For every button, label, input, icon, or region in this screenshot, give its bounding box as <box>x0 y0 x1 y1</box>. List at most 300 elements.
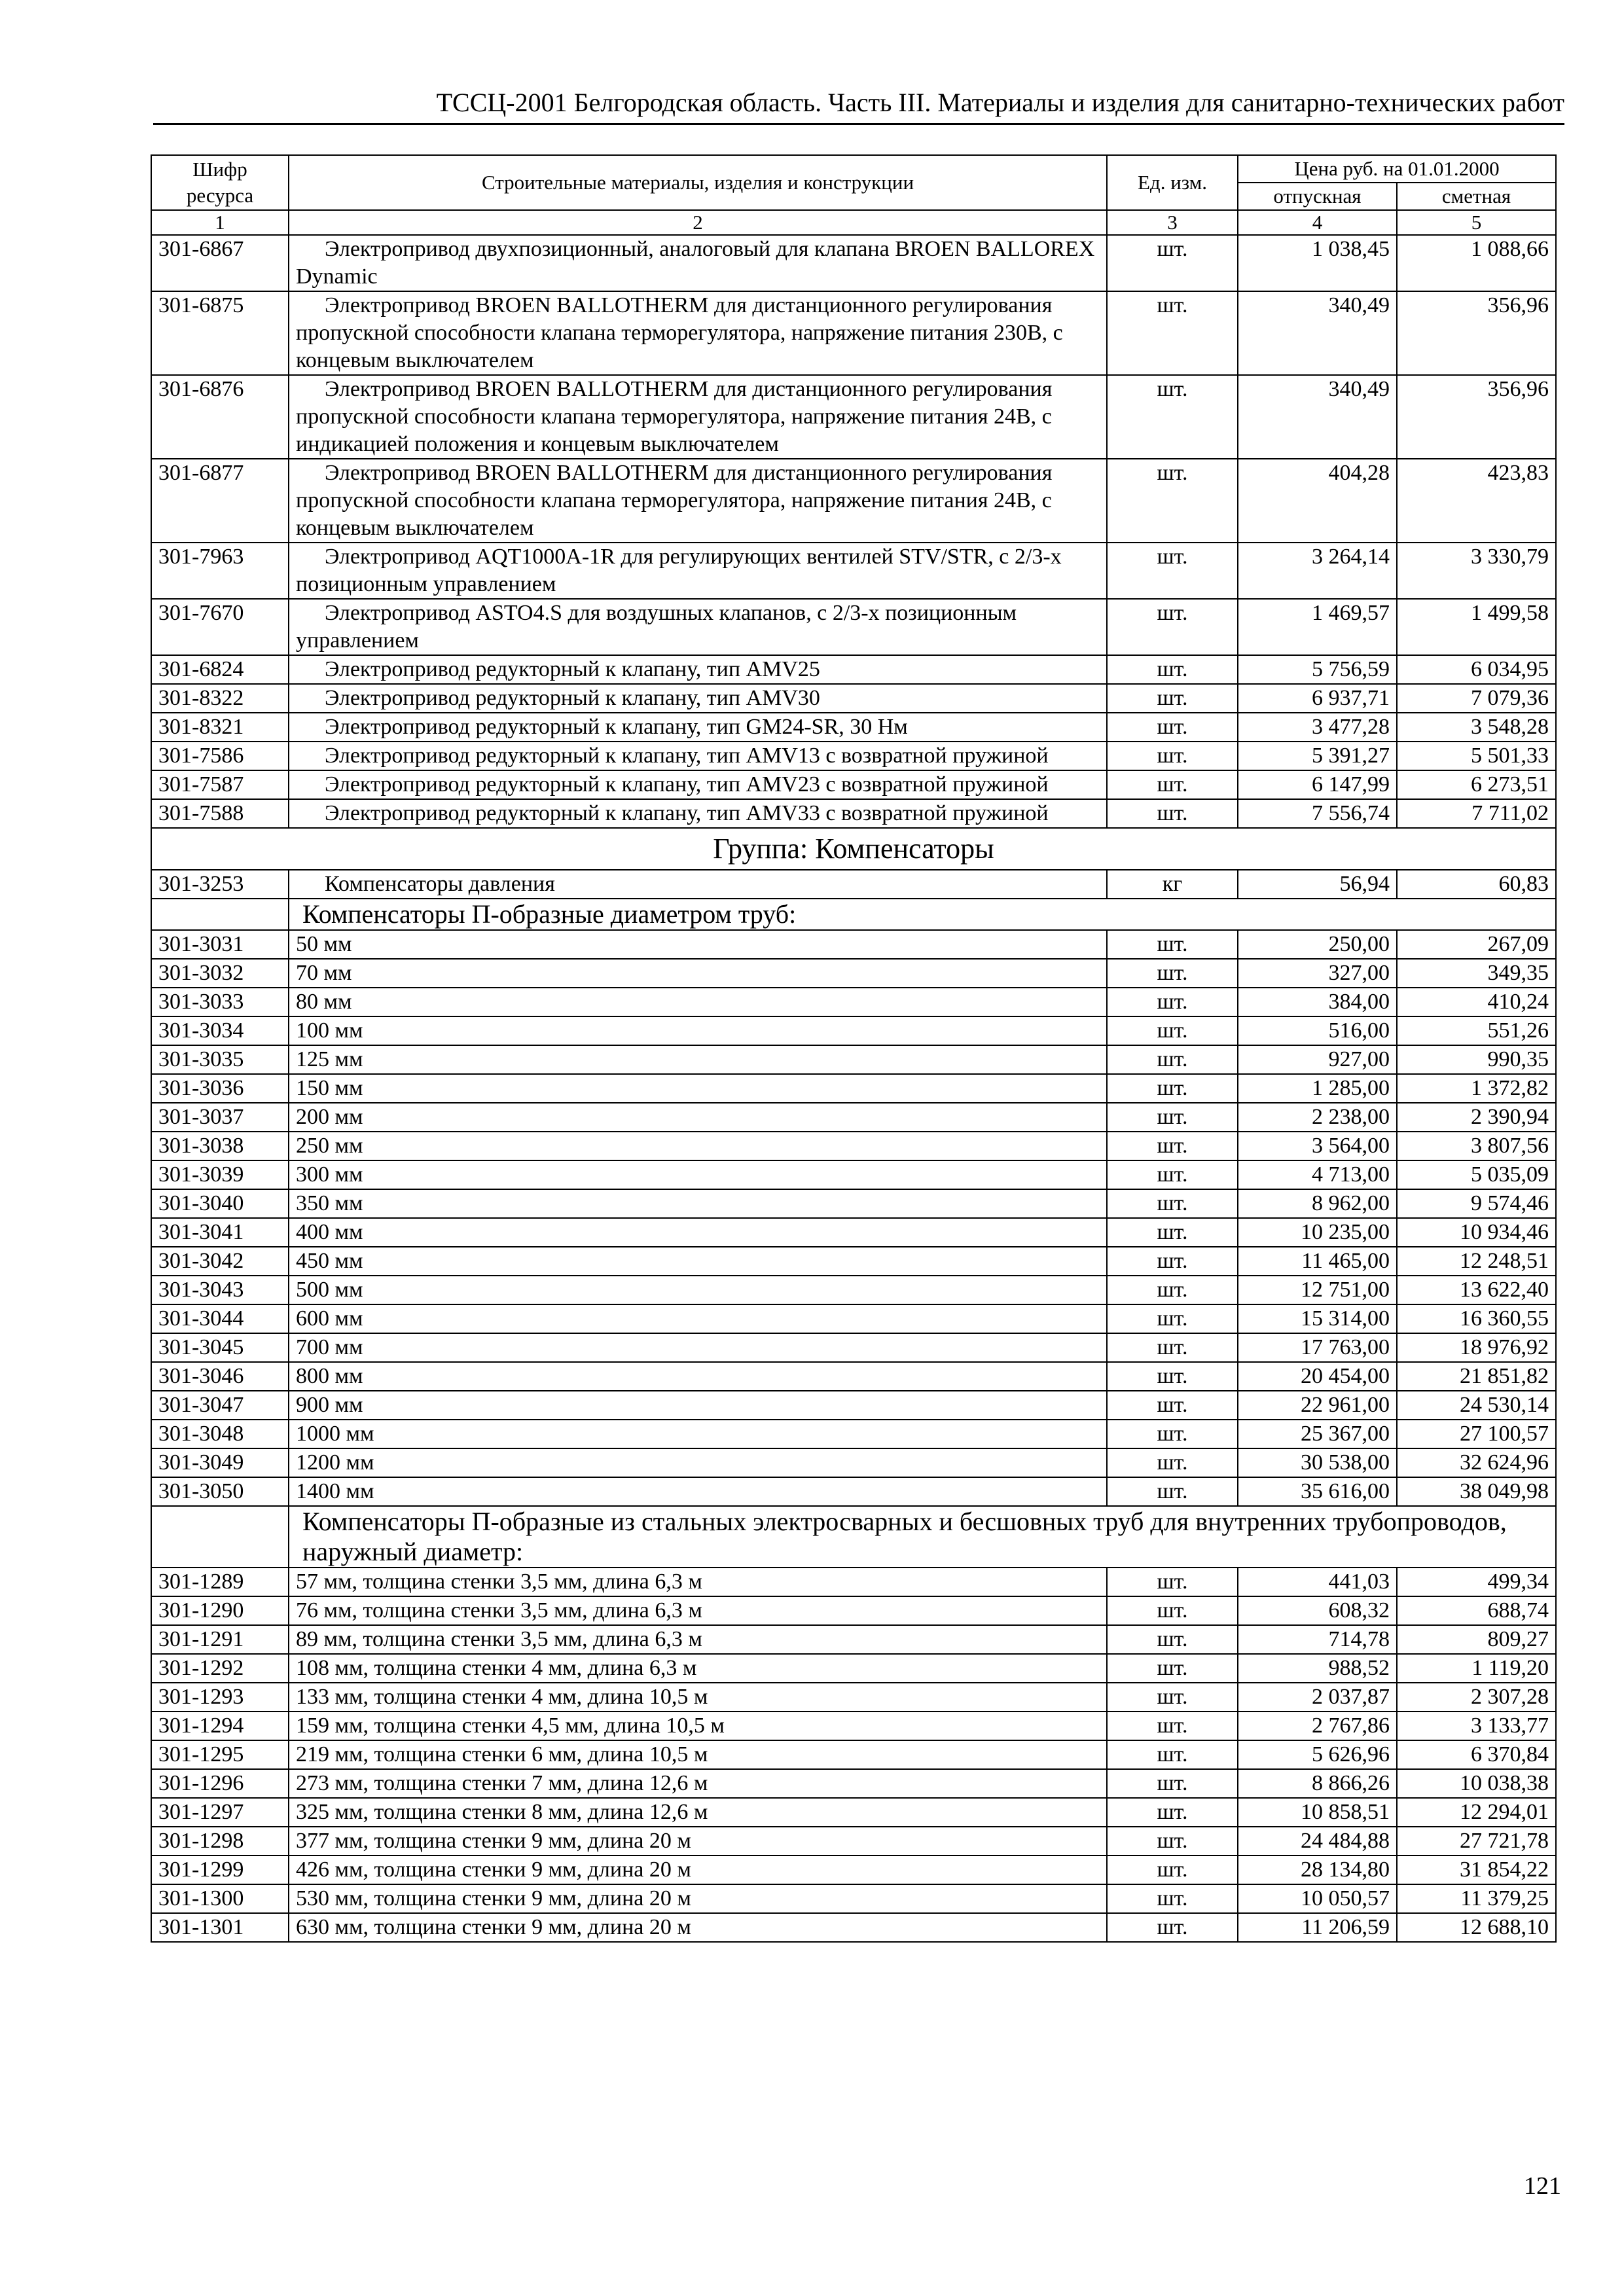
price-release: 608,32 <box>1238 1596 1397 1625</box>
table-row <box>151 1712 1556 1740</box>
header-code: Шифр ресурса <box>151 155 289 210</box>
price-release: 12 751,00 <box>1238 1276 1397 1304</box>
unit: шт. <box>1107 988 1238 1016</box>
price-estimate: 16 360,55 <box>1397 1304 1556 1333</box>
price-release: 384,00 <box>1238 988 1397 1016</box>
table-row <box>151 1132 1556 1160</box>
price-release: 5 626,96 <box>1238 1740 1397 1769</box>
material-name <box>289 684 1107 713</box>
price-estimate: 38 049,98 <box>1397 1477 1556 1506</box>
price-release: 516,00 <box>1238 1016 1397 1045</box>
material-name <box>289 291 1107 375</box>
table-row <box>151 1362 1556 1391</box>
resource-code: 301-6876 <box>151 375 289 459</box>
material-name <box>289 742 1107 770</box>
price-estimate: 1 499,58 <box>1397 599 1556 655</box>
table-row <box>151 1276 1556 1304</box>
unit: шт. <box>1107 799 1238 828</box>
resource-code: 301-1293 <box>151 1683 289 1712</box>
material-name-text: Электропривод BROEN BALLOTHERM для дистанционного регулирования пропускной способности клапана терморегулятора, напряжение питания 24В, с концевым выключателем <box>296 461 1053 540</box>
material-name-text: Электропривод редукторный к клапану, тип AMV33 с возвратной пружиной <box>325 801 1049 825</box>
resource-code: 301-3041 <box>151 1218 289 1247</box>
price-release: 340,49 <box>1238 375 1397 459</box>
material-name: 76 мм, толщина стенки 3,5 мм, длина 6,3 м <box>289 1596 1107 1625</box>
unit: шт. <box>1107 1103 1238 1132</box>
price-table <box>151 154 1557 1943</box>
material-name-text: Электропривод двухпозиционный, аналоговый для клапана BROEN BALLOREX Dynamic <box>296 237 1095 289</box>
resource-code: 301-3050 <box>151 1477 289 1506</box>
price-release: 327,00 <box>1238 959 1397 988</box>
material-name: 377 мм, толщина стенки 9 мм, длина 20 м <box>289 1827 1107 1856</box>
table-row <box>151 1625 1556 1654</box>
resource-code: 301-3048 <box>151 1420 289 1448</box>
material-name: 1400 мм <box>289 1477 1107 1506</box>
table-row <box>151 235 1556 291</box>
table-row <box>151 543 1556 599</box>
material-name: 500 мм <box>289 1276 1107 1304</box>
material-name: 1200 мм <box>289 1448 1107 1477</box>
resource-code: 301-1292 <box>151 1654 289 1683</box>
document-title: ТССЦ-2001 Белгородская область. Часть III. Материалы и изделия для санитарно-технических работ <box>436 88 1564 117</box>
price-release: 3 264,14 <box>1238 543 1397 599</box>
price-release: 7 556,74 <box>1238 799 1397 828</box>
unit: шт. <box>1107 1045 1238 1074</box>
resource-code: 301-3038 <box>151 1132 289 1160</box>
table-row <box>151 1568 1556 1596</box>
material-name: 57 мм, толщина стенки 3,5 мм, длина 6,3 м <box>289 1568 1107 1596</box>
material-name: 630 мм, толщина стенки 9 мм, длина 20 м <box>289 1913 1107 1942</box>
resource-code: 301-6867 <box>151 235 289 291</box>
price-release: 5 756,59 <box>1238 655 1397 684</box>
table-row <box>151 1856 1556 1884</box>
table-row <box>151 1683 1556 1712</box>
material-name <box>289 770 1107 799</box>
unit: шт. <box>1107 930 1238 959</box>
table-row <box>151 1189 1556 1218</box>
material-name: 325 мм, толщина стенки 8 мм, длина 12,6 м <box>289 1798 1107 1827</box>
price-estimate: 32 624,96 <box>1397 1448 1556 1477</box>
column-number: 3 <box>1107 210 1238 235</box>
unit: шт. <box>1107 1477 1238 1506</box>
price-estimate: 12 294,01 <box>1397 1798 1556 1827</box>
header-name: Строительные материалы, изделия и конструкции <box>289 155 1107 210</box>
table-row <box>151 1247 1556 1276</box>
material-name: 89 мм, толщина стенки 3,5 мм, длина 6,3 м <box>289 1625 1107 1654</box>
price-release: 10 235,00 <box>1238 1218 1397 1247</box>
table-row <box>151 459 1556 543</box>
price-release: 250,00 <box>1238 930 1397 959</box>
unit: шт. <box>1107 1304 1238 1333</box>
material-name-text: Электропривод редукторный к клапану, тип AMV25 <box>325 657 820 681</box>
material-name-text: Электропривод BROEN BALLOTHERM для дистанционного регулирования пропускной способности клапана терморегулятора, напряжение питания 24В, с индикацией положения и концевым выключателем <box>296 377 1053 456</box>
material-name: 600 мм <box>289 1304 1107 1333</box>
column-number: 2 <box>289 210 1107 235</box>
resource-code: 301-3044 <box>151 1304 289 1333</box>
resource-code: 301-1289 <box>151 1568 289 1596</box>
price-estimate: 12 248,51 <box>1397 1247 1556 1276</box>
unit: шт. <box>1107 375 1238 459</box>
price-release: 24 484,88 <box>1238 1827 1397 1856</box>
unit: шт. <box>1107 1420 1238 1448</box>
subgroup-title: Компенсаторы П-образные из стальных электросварных и бесшовных труб для внутренних трубопроводов, наружный диаметр: <box>289 1506 1556 1568</box>
price-release: 340,49 <box>1238 291 1397 375</box>
material-name: 70 мм <box>289 959 1107 988</box>
table-row <box>151 959 1556 988</box>
price-estimate: 499,34 <box>1397 1568 1556 1596</box>
unit: шт. <box>1107 291 1238 375</box>
resource-code: 301-8321 <box>151 713 289 742</box>
material-name-text: Электропривод BROEN BALLOTHERM для дистанционного регулирования пропускной способности клапана терморегулятора, напряжение питания 230В, с концевым выключателем <box>296 293 1063 372</box>
unit: шт. <box>1107 1016 1238 1045</box>
price-release: 441,03 <box>1238 1568 1397 1596</box>
price-estimate: 27 721,78 <box>1397 1827 1556 1856</box>
unit: шт. <box>1107 1132 1238 1160</box>
material-name: 900 мм <box>289 1391 1107 1420</box>
unit: шт. <box>1107 1683 1238 1712</box>
price-release: 3 564,00 <box>1238 1132 1397 1160</box>
resource-code: 301-7586 <box>151 742 289 770</box>
table-row <box>151 1654 1556 1683</box>
resource-code: 301-1299 <box>151 1856 289 1884</box>
subgroup-title-row <box>151 899 1556 930</box>
material-name <box>289 235 1107 291</box>
price-release: 20 454,00 <box>1238 1362 1397 1391</box>
material-name: 273 мм, толщина стенки 7 мм, длина 12,6 м <box>289 1769 1107 1798</box>
price-estimate: 6 273,51 <box>1397 770 1556 799</box>
material-name <box>289 375 1107 459</box>
column-number: 4 <box>1238 210 1397 235</box>
group-title-row <box>151 828 1556 870</box>
unit: шт. <box>1107 770 1238 799</box>
unit: шт. <box>1107 1218 1238 1247</box>
unit: шт. <box>1107 1913 1238 1942</box>
table-row <box>151 742 1556 770</box>
empty-cell <box>151 899 289 930</box>
price-release: 11 465,00 <box>1238 1247 1397 1276</box>
material-name-text: Электропривод AQT1000A-1R для регулирующих вентилей STV/STR, с 2/3-х позиционным управлением <box>296 545 1062 596</box>
price-release: 30 538,00 <box>1238 1448 1397 1477</box>
material-name: 350 мм <box>289 1189 1107 1218</box>
price-estimate: 423,83 <box>1397 459 1556 543</box>
price-estimate: 24 530,14 <box>1397 1391 1556 1420</box>
table-row <box>151 1103 1556 1132</box>
resource-code: 301-3037 <box>151 1103 289 1132</box>
table-row <box>151 1769 1556 1798</box>
price-estimate: 356,96 <box>1397 375 1556 459</box>
resource-code: 301-7963 <box>151 543 289 599</box>
material-name: 133 мм, толщина стенки 4 мм, длина 10,5 м <box>289 1683 1107 1712</box>
page-number: 121 <box>1524 2172 1561 2200</box>
price-estimate: 1 372,82 <box>1397 1074 1556 1103</box>
group-title: Группа: Компенсаторы <box>151 828 1556 870</box>
table-row <box>151 1798 1556 1827</box>
price-estimate: 10 038,38 <box>1397 1769 1556 1798</box>
unit: шт. <box>1107 1596 1238 1625</box>
resource-code: 301-8322 <box>151 684 289 713</box>
unit: шт. <box>1107 1884 1238 1913</box>
material-name-text: Электропривод редукторный к клапану, тип AMV30 <box>325 686 820 710</box>
price-release: 8 962,00 <box>1238 1189 1397 1218</box>
resource-code: 301-3046 <box>151 1362 289 1391</box>
price-release: 22 961,00 <box>1238 1391 1397 1420</box>
price-estimate: 2 307,28 <box>1397 1683 1556 1712</box>
material-name <box>289 799 1107 828</box>
resource-code: 301-1295 <box>151 1740 289 1769</box>
material-name: 80 мм <box>289 988 1107 1016</box>
price-estimate: 410,24 <box>1397 988 1556 1016</box>
resource-code: 301-6875 <box>151 291 289 375</box>
unit: шт. <box>1107 1333 1238 1362</box>
price-release: 404,28 <box>1238 459 1397 543</box>
material-name-text: Электропривод ASTO4.S для воздушных клапанов, с 2/3-х позиционным управлением <box>296 601 1017 653</box>
resource-code: 301-3047 <box>151 1391 289 1420</box>
resource-code: 301-3031 <box>151 930 289 959</box>
table-row <box>151 1448 1556 1477</box>
unit: шт. <box>1107 1362 1238 1391</box>
price-estimate: 10 934,46 <box>1397 1218 1556 1247</box>
price-estimate: 7 079,36 <box>1397 684 1556 713</box>
resource-code: 301-3034 <box>151 1016 289 1045</box>
unit: шт. <box>1107 1798 1238 1827</box>
material-name: 700 мм <box>289 1333 1107 1362</box>
material-name: 200 мм <box>289 1103 1107 1132</box>
price-release: 4 713,00 <box>1238 1160 1397 1189</box>
table-row <box>151 1045 1556 1074</box>
price-estimate: 12 688,10 <box>1397 1913 1556 1942</box>
price-estimate: 267,09 <box>1397 930 1556 959</box>
price-estimate: 31 854,22 <box>1397 1856 1556 1884</box>
price-release: 25 367,00 <box>1238 1420 1397 1448</box>
material-name <box>289 870 1107 899</box>
price-release: 2 037,87 <box>1238 1683 1397 1712</box>
resource-code: 301-3040 <box>151 1189 289 1218</box>
price-release: 8 866,26 <box>1238 1769 1397 1798</box>
price-release: 5 391,27 <box>1238 742 1397 770</box>
header-price: Цена руб. на 01.01.2000 <box>1238 155 1556 183</box>
resource-code: 301-1301 <box>151 1913 289 1942</box>
page-header <box>153 81 1564 125</box>
price-estimate: 6 370,84 <box>1397 1740 1556 1769</box>
table-row <box>151 655 1556 684</box>
price-estimate: 3 548,28 <box>1397 713 1556 742</box>
price-estimate: 27 100,57 <box>1397 1420 1556 1448</box>
unit: шт. <box>1107 1247 1238 1276</box>
price-release: 28 134,80 <box>1238 1856 1397 1884</box>
resource-code: 301-1291 <box>151 1625 289 1654</box>
price-estimate: 18 976,92 <box>1397 1333 1556 1362</box>
material-name-text: Электропривод редукторный к клапану, тип AMV13 с возвратной пружиной <box>325 744 1049 768</box>
price-estimate: 13 622,40 <box>1397 1276 1556 1304</box>
table-row <box>151 1391 1556 1420</box>
resource-code: 301-1290 <box>151 1596 289 1625</box>
resource-code: 301-6824 <box>151 655 289 684</box>
material-name: 150 мм <box>289 1074 1107 1103</box>
table-row <box>151 930 1556 959</box>
price-estimate: 5 035,09 <box>1397 1160 1556 1189</box>
price-estimate: 990,35 <box>1397 1045 1556 1074</box>
unit: шт. <box>1107 1769 1238 1798</box>
price-release: 17 763,00 <box>1238 1333 1397 1362</box>
price-release: 1 038,45 <box>1238 235 1397 291</box>
subgroup-title-row <box>151 1506 1556 1568</box>
unit: шт. <box>1107 1625 1238 1654</box>
unit: кг <box>1107 870 1238 899</box>
resource-code: 301-3045 <box>151 1333 289 1362</box>
price-estimate: 3 133,77 <box>1397 1712 1556 1740</box>
resource-code: 301-3032 <box>151 959 289 988</box>
material-name: 300 мм <box>289 1160 1107 1189</box>
price-release: 15 314,00 <box>1238 1304 1397 1333</box>
material-name: 450 мм <box>289 1247 1107 1276</box>
table-row <box>151 1333 1556 1362</box>
resource-code: 301-1296 <box>151 1769 289 1798</box>
unit: шт. <box>1107 235 1238 291</box>
unit: шт. <box>1107 742 1238 770</box>
material-name-text: Электропривод редукторный к клапану, тип GM24-SR, 30 Нм <box>325 715 908 739</box>
price-release: 6 937,71 <box>1238 684 1397 713</box>
table-row <box>151 599 1556 655</box>
price-estimate: 7 711,02 <box>1397 799 1556 828</box>
unit: шт. <box>1107 1074 1238 1103</box>
resource-code: 301-3033 <box>151 988 289 1016</box>
material-name-text: Компенсаторы давления <box>325 872 555 896</box>
table-row <box>151 799 1556 828</box>
material-name <box>289 543 1107 599</box>
price-estimate: 21 851,82 <box>1397 1362 1556 1391</box>
unit: шт. <box>1107 713 1238 742</box>
price-estimate: 809,27 <box>1397 1625 1556 1654</box>
table-row <box>151 1596 1556 1625</box>
table-row <box>151 1160 1556 1189</box>
table-row <box>151 770 1556 799</box>
resource-code: 301-3253 <box>151 870 289 899</box>
price-estimate: 551,26 <box>1397 1016 1556 1045</box>
price-release: 3 477,28 <box>1238 713 1397 742</box>
table-row <box>151 1913 1556 1942</box>
subgroup-title: Компенсаторы П-образные диаметром труб: <box>289 899 1556 930</box>
price-release: 10 858,51 <box>1238 1798 1397 1827</box>
price-estimate: 1 119,20 <box>1397 1654 1556 1683</box>
resource-code: 301-1297 <box>151 1798 289 1827</box>
material-name: 426 мм, толщина стенки 9 мм, длина 20 м <box>289 1856 1107 1884</box>
table-row <box>151 1477 1556 1506</box>
unit: шт. <box>1107 1160 1238 1189</box>
material-name: 1000 мм <box>289 1420 1107 1448</box>
column-numbers-row <box>151 210 1556 235</box>
price-estimate: 5 501,33 <box>1397 742 1556 770</box>
material-name: 400 мм <box>289 1218 1107 1247</box>
unit: шт. <box>1107 1189 1238 1218</box>
table-row <box>151 1218 1556 1247</box>
resource-code: 301-3036 <box>151 1074 289 1103</box>
table-row <box>151 1740 1556 1769</box>
table-row <box>151 684 1556 713</box>
material-name: 100 мм <box>289 1016 1107 1045</box>
price-estimate: 356,96 <box>1397 291 1556 375</box>
table-row <box>151 1827 1556 1856</box>
table-row <box>151 988 1556 1016</box>
table-header-row <box>151 155 1556 183</box>
unit: шт. <box>1107 459 1238 543</box>
material-name: 219 мм, толщина стенки 6 мм, длина 10,5 м <box>289 1740 1107 1769</box>
column-number: 1 <box>151 210 289 235</box>
resource-code: 301-3039 <box>151 1160 289 1189</box>
table-row <box>151 1304 1556 1333</box>
resource-code: 301-1298 <box>151 1827 289 1856</box>
material-name <box>289 599 1107 655</box>
unit: шт. <box>1107 655 1238 684</box>
price-release: 1 469,57 <box>1238 599 1397 655</box>
price-estimate: 349,35 <box>1397 959 1556 988</box>
resource-code: 301-1300 <box>151 1884 289 1913</box>
price-estimate: 688,74 <box>1397 1596 1556 1625</box>
table-row <box>151 375 1556 459</box>
price-release: 2 238,00 <box>1238 1103 1397 1132</box>
price-estimate: 6 034,95 <box>1397 655 1556 684</box>
price-release: 11 206,59 <box>1238 1913 1397 1942</box>
price-estimate: 1 088,66 <box>1397 235 1556 291</box>
price-estimate: 11 379,25 <box>1397 1884 1556 1913</box>
price-estimate: 3 807,56 <box>1397 1132 1556 1160</box>
resource-code: 301-7587 <box>151 770 289 799</box>
table-row <box>151 291 1556 375</box>
unit: шт. <box>1107 1856 1238 1884</box>
price-estimate: 2 390,94 <box>1397 1103 1556 1132</box>
resource-code: 301-7670 <box>151 599 289 655</box>
resource-code: 301-6877 <box>151 459 289 543</box>
price-release: 2 767,86 <box>1238 1712 1397 1740</box>
table-row <box>151 713 1556 742</box>
unit: шт. <box>1107 1827 1238 1856</box>
resource-code: 301-3049 <box>151 1448 289 1477</box>
unit: шт. <box>1107 1740 1238 1769</box>
column-number: 5 <box>1397 210 1556 235</box>
empty-cell <box>151 1506 289 1568</box>
material-name-text: Электропривод редукторный к клапану, тип AMV23 с возвратной пружиной <box>325 772 1049 797</box>
resource-code: 301-1294 <box>151 1712 289 1740</box>
unit: шт. <box>1107 1712 1238 1740</box>
price-release: 10 050,57 <box>1238 1884 1397 1913</box>
material-name: 125 мм <box>289 1045 1107 1074</box>
unit: шт. <box>1107 684 1238 713</box>
price-estimate: 9 574,46 <box>1397 1189 1556 1218</box>
resource-code: 301-3042 <box>151 1247 289 1276</box>
material-name <box>289 459 1107 543</box>
material-name <box>289 713 1107 742</box>
material-name: 800 мм <box>289 1362 1107 1391</box>
unit: шт. <box>1107 1568 1238 1596</box>
resource-code: 301-3043 <box>151 1276 289 1304</box>
table-row <box>151 1420 1556 1448</box>
unit: шт. <box>1107 1391 1238 1420</box>
price-release: 714,78 <box>1238 1625 1397 1654</box>
price-release: 35 616,00 <box>1238 1477 1397 1506</box>
table-row <box>151 1884 1556 1913</box>
material-name: 530 мм, толщина стенки 9 мм, длина 20 м <box>289 1884 1107 1913</box>
price-estimate: 3 330,79 <box>1397 543 1556 599</box>
price-estimate: 60,83 <box>1397 870 1556 899</box>
unit: шт. <box>1107 599 1238 655</box>
unit: шт. <box>1107 1276 1238 1304</box>
material-name: 159 мм, толщина стенки 4,5 мм, длина 10,5 м <box>289 1712 1107 1740</box>
price-release: 988,52 <box>1238 1654 1397 1683</box>
table-row <box>151 870 1556 899</box>
unit: шт. <box>1107 1654 1238 1683</box>
price-release: 6 147,99 <box>1238 770 1397 799</box>
material-name <box>289 655 1107 684</box>
table-row <box>151 1016 1556 1045</box>
table-row <box>151 1074 1556 1103</box>
